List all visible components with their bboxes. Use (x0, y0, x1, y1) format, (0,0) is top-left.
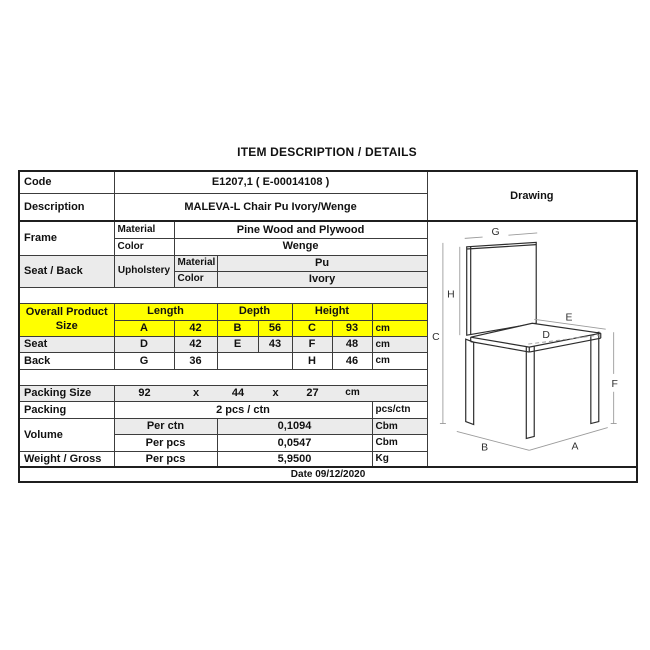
dim-c-value: 93 (332, 320, 372, 336)
chair-right-leg (590, 332, 598, 423)
size-header-spare-cell (372, 303, 427, 320)
frame-material-value: Pine Wood and Plywood (174, 221, 427, 238)
packing-size-values (114, 385, 427, 401)
packing-size-label: Packing Size (19, 385, 114, 401)
dim-label-g: G (491, 226, 500, 238)
dim-g: G (114, 352, 174, 369)
packing-label: Packing (19, 401, 114, 418)
dim-label-h: H (446, 289, 455, 301)
packing-size-height: 27 (306, 387, 319, 399)
date-row: Date 09/12/2020 (19, 467, 637, 482)
packing-size-unit: cm (345, 387, 360, 398)
description-label: Description (19, 193, 114, 221)
packing-value: 2 pcs / ctn (114, 401, 372, 418)
dim-e: E (217, 336, 258, 352)
back-unit: cm (372, 352, 427, 369)
seatback-color-label: Color (174, 271, 217, 287)
dim-b: B (217, 320, 258, 336)
dim-label-e: E (565, 312, 573, 324)
dim-e-value: 43 (258, 336, 292, 352)
dim-d: D (114, 336, 174, 352)
volume-perpcs-unit: Cbm (372, 434, 427, 451)
weight-label: Weight / Gross (19, 451, 114, 467)
dim-b-value: 56 (258, 320, 292, 336)
overall-size-label: Overall Product Size (19, 303, 114, 336)
dim-f-value: 48 (332, 336, 372, 352)
dim-a-value: 42 (174, 320, 217, 336)
depth-header: Depth (217, 303, 292, 320)
dim-c: C (292, 320, 332, 336)
frame-color-label: Color (114, 238, 174, 255)
description-value: MALEVA-L Chair Pu Ivory/Wenge (114, 193, 427, 221)
chair-drawing (428, 222, 637, 466)
packing-size-x1: x (192, 387, 200, 399)
spacer-row (19, 287, 427, 303)
volume-perctn-value: 0,1094 (217, 418, 372, 434)
chair-left-leg (465, 339, 473, 424)
seatback-label: Seat / Back (19, 255, 114, 287)
dim-label-d: D (541, 330, 550, 342)
seat-row-label: Seat (19, 336, 114, 352)
dim-h: H (292, 352, 332, 369)
overall-unit: cm (372, 320, 427, 336)
frame-label: Frame (19, 221, 114, 255)
drawing-area (427, 221, 637, 467)
weight-value: 5,9500 (217, 451, 372, 467)
height-header: Height (292, 303, 372, 320)
dim-label-f: F (611, 378, 618, 390)
volume-perpcs-label: Per pcs (114, 434, 217, 451)
volume-perctn-label: Per ctn (114, 418, 217, 434)
back-row-label: Back (19, 352, 114, 369)
chair-front-leg (526, 345, 534, 438)
spec-table (18, 170, 638, 483)
dim-d-value: 42 (174, 336, 217, 352)
code-label: Code (19, 171, 114, 193)
upholstery-label: Upholstery (114, 255, 174, 287)
back-row-empty-cell (217, 352, 292, 369)
dim-a: A (114, 320, 174, 336)
volume-label: Volume (19, 418, 114, 451)
dim-g-value: 36 (174, 352, 217, 369)
page-title: ITEM DESCRIPTION / DETAILS (237, 145, 417, 159)
seatback-material-label: Material (174, 255, 217, 271)
code-value: E1207,1 ( E-00014108 ) (114, 171, 427, 193)
volume-perpcs-value: 0,0547 (217, 434, 372, 451)
packing-size-length: 92 (138, 387, 151, 399)
packing-size-x2: x (272, 387, 279, 399)
packing-unit: pcs/ctn (372, 401, 427, 418)
dim-label-b: B (480, 442, 488, 454)
chair-backrest (466, 242, 536, 335)
volume-perctn-unit: Cbm (372, 418, 427, 434)
length-header: Length (114, 303, 217, 320)
frame-color-value: Wenge (174, 238, 427, 255)
dim-f: F (292, 336, 332, 352)
seatback-material-value: Pu (217, 255, 427, 271)
dim-label-a: A (571, 441, 578, 453)
packing-size-depth: 44 (231, 387, 245, 399)
drawing-header: Drawing (427, 171, 637, 221)
weight-unit: Kg (372, 451, 427, 467)
spacer-row (19, 369, 427, 385)
dim-label-c: C (431, 332, 440, 344)
weight-per-label: Per pcs (114, 451, 217, 467)
frame-material-label: Material (114, 221, 174, 238)
seatback-color-value: Ivory (217, 271, 427, 287)
seat-unit: cm (372, 336, 427, 352)
dim-h-value: 46 (332, 352, 372, 369)
